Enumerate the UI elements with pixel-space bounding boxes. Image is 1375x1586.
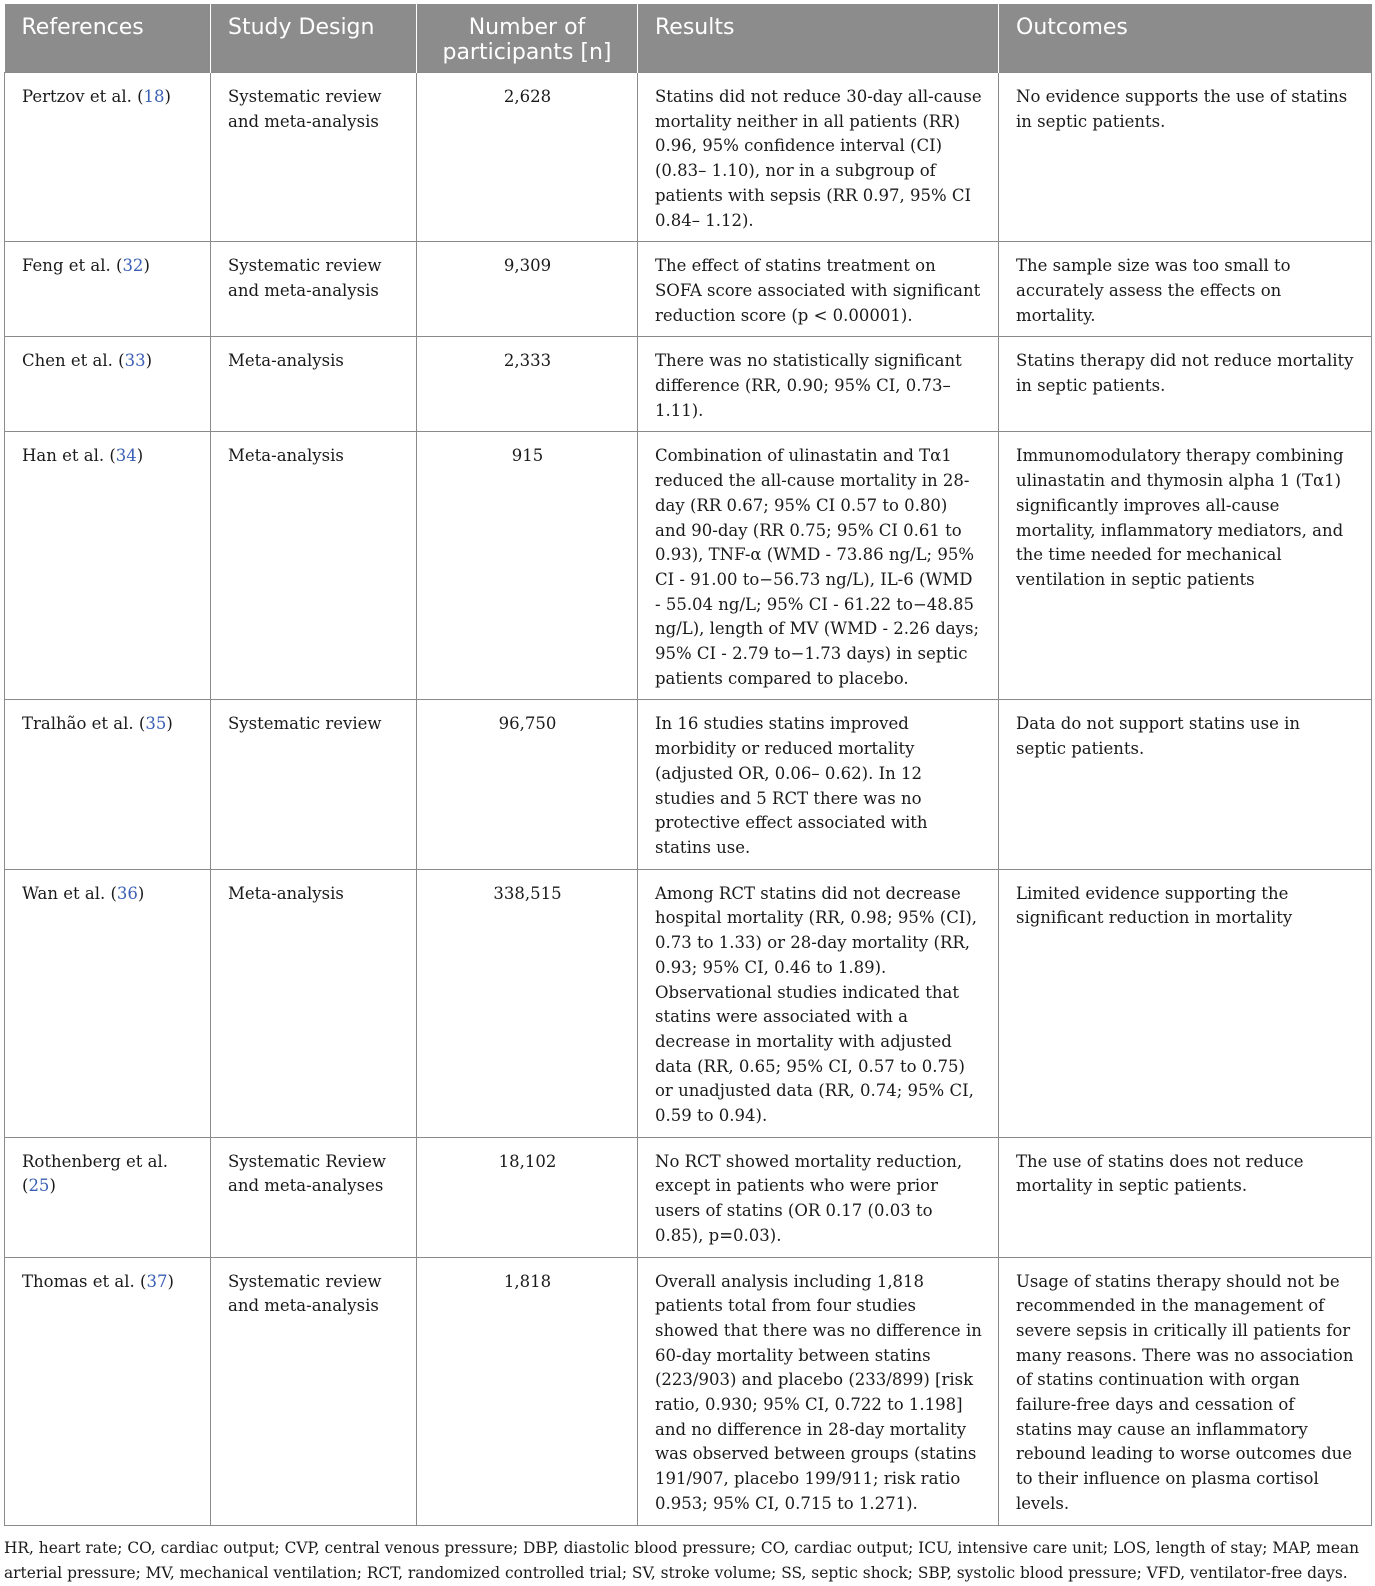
reference-link[interactable]: 25 bbox=[28, 1176, 50, 1196]
study-design-cell: Systematic review and meta-analysis bbox=[211, 1257, 417, 1525]
study-design-cell: Meta-analysis bbox=[211, 432, 417, 700]
participants-cell: 9,309 bbox=[417, 242, 638, 337]
results-cell: Combination of ulinastatin and Tα1 reduced the all-cause mortality in 28-day (RR 0.67; 95% CI 0.57 to 0.80) and 90-day (RR 0.75; 95% CI 0.61 to 0.93), TNF-α (WMD - 73.86 ng/L; 95% CI - 91.00 to−56.73 ng/L), IL-6 (WMD - 55.04 ng/L; 95% CI - 61.22 to−48.85 ng/L), length of MV (WMD - 2.26 days; 95% CI - 2.79 to−1.73 days) in septic patients compared to placebo. bbox=[638, 432, 999, 700]
reference-author: Thomas et al. ( bbox=[22, 1271, 147, 1291]
results-cell: No RCT showed mortality reduction, except in patients who were prior users of statins (OR 0.17 (0.03 to 0.85), p=0.03). bbox=[638, 1137, 999, 1257]
table-body bbox=[5, 73, 1372, 1526]
table-row bbox=[5, 73, 1372, 242]
reference-link[interactable]: 32 bbox=[122, 256, 144, 276]
reference-author: Wan et al. ( bbox=[22, 883, 117, 903]
results-cell: There was no statistically significant difference (RR, 0.90; 95% CI, 0.73–1.11). bbox=[638, 337, 999, 432]
participants-cell: 2,628 bbox=[417, 73, 638, 242]
reference-close-paren: ) bbox=[167, 1271, 174, 1291]
table-header-row bbox=[5, 4, 1372, 73]
table-row bbox=[5, 1137, 1372, 1257]
results-cell: The effect of statins treatment on SOFA score associated with significant reduction score (p < 0.00001). bbox=[638, 242, 999, 337]
header-references: References bbox=[5, 4, 211, 73]
reference-link[interactable]: 34 bbox=[115, 446, 137, 466]
outcomes-cell: Statins therapy did not reduce mortality in septic patients. bbox=[999, 337, 1372, 432]
header-results: Results bbox=[638, 4, 999, 73]
studies-table bbox=[4, 4, 1372, 1526]
reference-cell bbox=[5, 242, 211, 337]
participants-cell: 2,333 bbox=[417, 337, 638, 432]
study-design-cell: Meta-analysis bbox=[211, 337, 417, 432]
reference-cell bbox=[5, 73, 211, 242]
results-cell: Overall analysis including 1,818 patients total from four studies showed that there was no difference in 60-day mortality between statins (223/903) and placebo (233/899) [risk ratio, 0.930; 95% CI, 0.722 to 1.198] and no difference in 28-day mortality was observed between groups (statins 191/907, placebo 199/911; risk ratio 0.953; 95% CI, 0.715 to 1.271). bbox=[638, 1257, 999, 1525]
table-row bbox=[5, 337, 1372, 432]
reference-close-paren: ) bbox=[49, 1176, 56, 1196]
reference-cell bbox=[5, 1257, 211, 1525]
header-outcomes: Outcomes bbox=[999, 4, 1372, 73]
reference-close-paren: ) bbox=[164, 87, 171, 106]
reference-link[interactable]: 36 bbox=[116, 883, 138, 903]
reference-cell bbox=[5, 337, 211, 432]
participants-cell: 1,818 bbox=[417, 1257, 638, 1525]
table-row bbox=[5, 432, 1372, 700]
outcomes-cell: Usage of statins therapy should not be recommended in the management of severe sepsis in critically ill patients for many reasons. There was no association of statins continuation with organ failure-free days and cessation of statins may cause an inflammatory rebound leading to worse outcomes due to their influence on plasma cortisol levels. bbox=[999, 1257, 1372, 1525]
results-cell: Among RCT statins did not decrease hospital mortality (RR, 0.98; 95% (CI), 0.73 to 1.33) or 28-day mortality (RR, 0.93; 95% CI, 0.46 to 1.89). Observational studies indicated that statins were associated with a decrease in mortality with adjusted data (RR, 0.65; 95% CI, 0.57 to 0.75) or unadjusted data (RR, 0.74; 95% CI, 0.59 to 0.94). bbox=[638, 869, 999, 1137]
reference-close-paren: ) bbox=[145, 351, 153, 371]
table-row bbox=[5, 242, 1372, 337]
reference-close-paren: ) bbox=[137, 883, 145, 903]
table-footnote: HR, heart rate; CO, cardiac output; CVP, central venous pressure; DBP, diastolic blood pressure; CO, cardiac output; ICU, intensive care unit; LOS, length of stay; MAP, mean arterial pressure; MV, mechanical ventilation; RCT, randomized controlled trial; SV, stroke volume; SS, septic shock; SBP, systolic blood pressure; VFD, ventilator-free days. bbox=[4, 1538, 1360, 1582]
participants-cell: 96,750 bbox=[417, 700, 638, 869]
reference-close-paren: ) bbox=[166, 714, 173, 734]
reference-author: Pertzov et al. ( bbox=[22, 87, 144, 106]
reference-cell bbox=[5, 869, 211, 1137]
outcomes-cell: No evidence supports the use of statins in septic patients. bbox=[999, 73, 1372, 242]
reference-close-paren: ) bbox=[136, 446, 144, 466]
outcomes-cell: The use of statins does not reduce mortality in septic patients. bbox=[999, 1137, 1372, 1257]
outcomes-cell: The sample size was too small to accurately assess the effects on mortality. bbox=[999, 242, 1372, 337]
table-row bbox=[5, 700, 1372, 869]
reference-link[interactable]: 33 bbox=[124, 351, 146, 371]
reference-link[interactable]: 37 bbox=[146, 1271, 168, 1291]
header-participants: Number of participants [n] bbox=[417, 4, 638, 73]
reference-close-paren: ) bbox=[143, 256, 150, 276]
results-cell: In 16 studies statins improved morbidity or reduced mortality (adjusted OR, 0.06– 0.62). In 12 studies and 5 RCT there was no protective effect associated with statins use. bbox=[638, 700, 999, 869]
table-row bbox=[5, 869, 1372, 1137]
reference-author: Han et al. ( bbox=[22, 446, 116, 466]
table-row bbox=[5, 1257, 1372, 1525]
results-cell: Statins did not reduce 30-day all-cause mortality neither in all patients (RR) 0.96, 95% confidence interval (CI) (0.83– 1.10), nor in a subgroup of patients with sepsis (RR 0.97, 95% CI 0.84– 1.12). bbox=[638, 73, 999, 242]
reference-author: Tralhão et al. ( bbox=[22, 714, 146, 734]
reference-link[interactable]: 18 bbox=[143, 87, 165, 106]
reference-author: Rothenberg et al. ( bbox=[22, 1151, 169, 1196]
outcomes-cell: Limited evidence supporting the significant reduction in mortality bbox=[999, 869, 1372, 1137]
study-design-cell: Meta-analysis bbox=[211, 869, 417, 1137]
outcomes-cell: Data do not support statins use in septic patients. bbox=[999, 700, 1372, 869]
reference-link[interactable]: 35 bbox=[145, 714, 167, 734]
reference-cell bbox=[5, 432, 211, 700]
reference-cell bbox=[5, 1137, 211, 1257]
study-design-cell: Systematic Review and meta-analyses bbox=[211, 1137, 417, 1257]
participants-cell: 915 bbox=[417, 432, 638, 700]
participants-cell: 338,515 bbox=[417, 869, 638, 1137]
study-design-cell: Systematic review and meta-analysis bbox=[211, 242, 417, 337]
study-design-cell: Systematic review bbox=[211, 700, 417, 869]
outcomes-cell: Immunomodulatory therapy combining ulinastatin and thymosin alpha 1 (Tα1) significantly improves all-cause mortality, inflammatory mediators, and the time needed for mechanical ventilation in septic patients bbox=[999, 432, 1372, 700]
participants-cell: 18,102 bbox=[417, 1137, 638, 1257]
header-study-design: Study Design bbox=[211, 4, 417, 73]
reference-author: Chen et al. ( bbox=[22, 351, 125, 371]
reference-author: Feng et al. ( bbox=[22, 256, 123, 276]
reference-cell bbox=[5, 700, 211, 869]
table-container bbox=[4, 4, 1371, 1586]
study-design-cell: Systematic review and meta-analysis bbox=[211, 73, 417, 242]
